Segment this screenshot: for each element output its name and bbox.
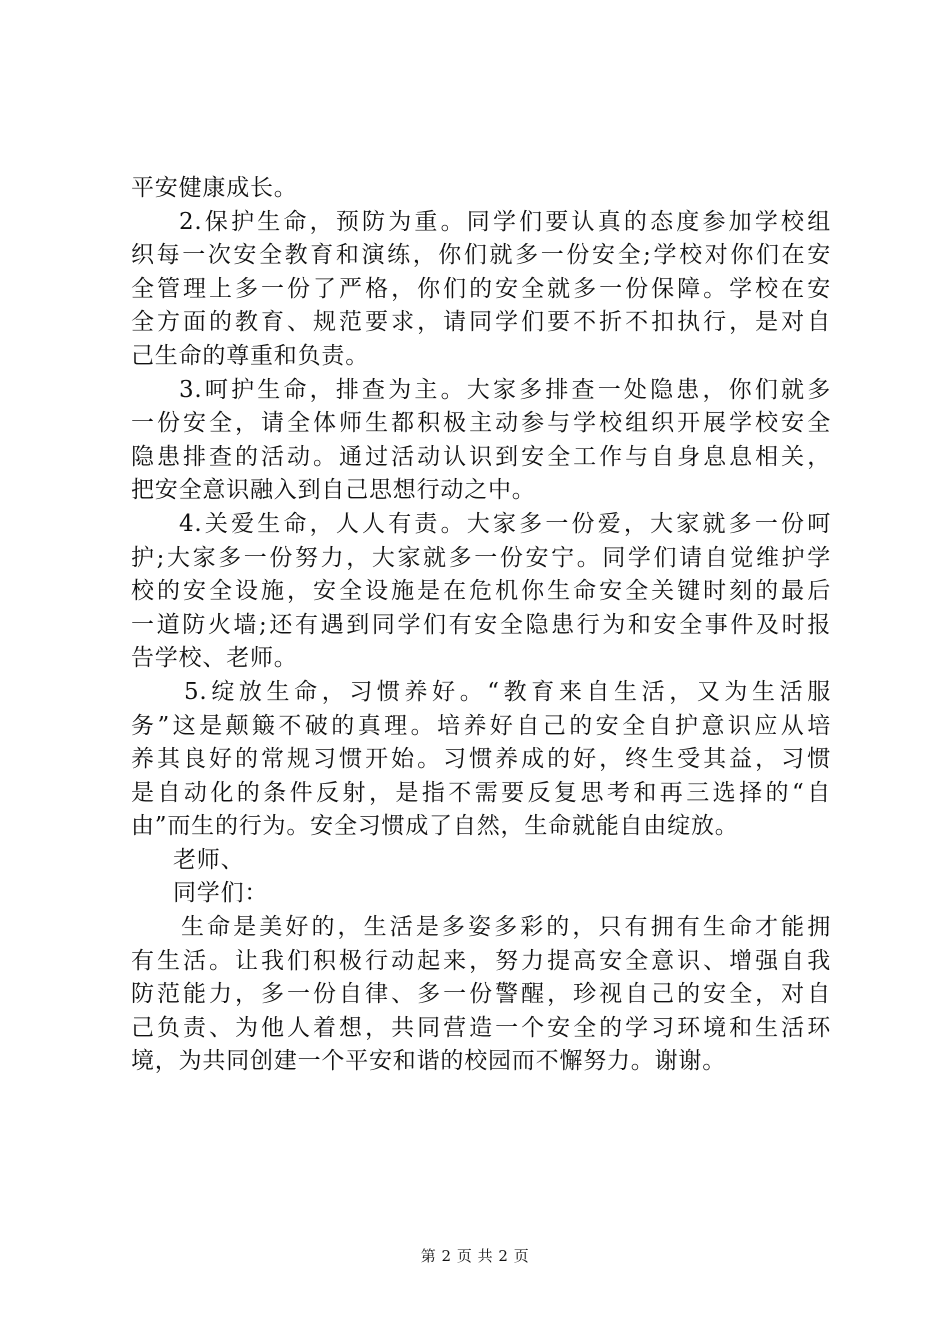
text-line: 己生命的尊重和负责。 xyxy=(131,342,369,369)
text-line: 把安全意识融入到自己思想行动之中。 xyxy=(131,477,536,504)
text-line: 校的安全设施，安全设施是在危机你生命安全关键时刻的最后 xyxy=(131,578,831,605)
text-line: 防范能力，多一份自律、多一份警醒，珍视自己的安全，对自 xyxy=(131,981,831,1008)
text-line: 务”这是颠簸不破的真理。培养好自己的安全自护意识应从培 xyxy=(131,712,831,739)
text-line: 一份安全，请全体师生都积极主动参与学校组织开展学校安全 xyxy=(131,410,831,437)
text-line: 告学校、老师。 xyxy=(131,645,298,672)
text-line: 境，为共同创建一个平安和谐的校园而不懈努力。谢谢。 xyxy=(131,1048,726,1075)
text-line: 隐患排查的活动。通过活动认识到安全工作与自身息息相关， xyxy=(131,443,831,470)
text-line: 3.呵护生命，排查为主。大家多排查一处隐患，你们就多 xyxy=(179,376,831,403)
page-footer: 第 2 页 共 2 页 xyxy=(420,1247,530,1265)
text-line: 全管理上多一份了严格，你们的安全就多一份保障。学校在安 xyxy=(131,275,831,302)
text-line: 一道防火墙;还有遇到同学们有安全隐患行为和安全事件及时报 xyxy=(131,611,831,638)
text-line: 养其良好的常规习惯开始。习惯养成的好，终生受其益，习惯 xyxy=(131,746,831,773)
text-line: 是自动化的条件反射，是指不需要反复思考和再三选择的“自 xyxy=(131,779,831,806)
text-line: 同学们： xyxy=(173,880,269,907)
text-line: 5.绽放生命，习惯养好。“教育来自生活，又为生活服 xyxy=(184,678,831,705)
text-line: 生命是美好的，生活是多姿多彩的，只有拥有生命才能拥 xyxy=(181,914,831,941)
text-line: 平安健康成长。 xyxy=(131,175,298,201)
text-line: 护;大家多一份努力，大家就多一份安宁。同学们请自觉维护学 xyxy=(131,544,831,571)
text-line: 由”而生的行为。安全习惯成了自然，生命就能自由绽放。 xyxy=(131,813,739,840)
text-line: 老师、 xyxy=(173,846,245,873)
text-line: 4.关爱生命，人人有责。大家多一份爱，大家就多一份呵 xyxy=(179,510,831,537)
text-line: 织每一次安全教育和演练，你们就多一份安全;学校对你们在安 xyxy=(131,242,831,269)
text-line: 己负责、为他人着想，共同营造一个安全的学习环境和生活环 xyxy=(131,1014,831,1041)
text-line: 有生活。让我们积极行动起来，努力提高安全意识、增强自我 xyxy=(131,947,831,974)
text-line: 2.保护生命，预防为重。同学们要认真的态度参加学校组 xyxy=(179,208,831,235)
text-line: 全方面的教育、规范要求，请同学们要不折不扣执行，是对自 xyxy=(131,309,831,336)
document-body xyxy=(131,172,831,1079)
